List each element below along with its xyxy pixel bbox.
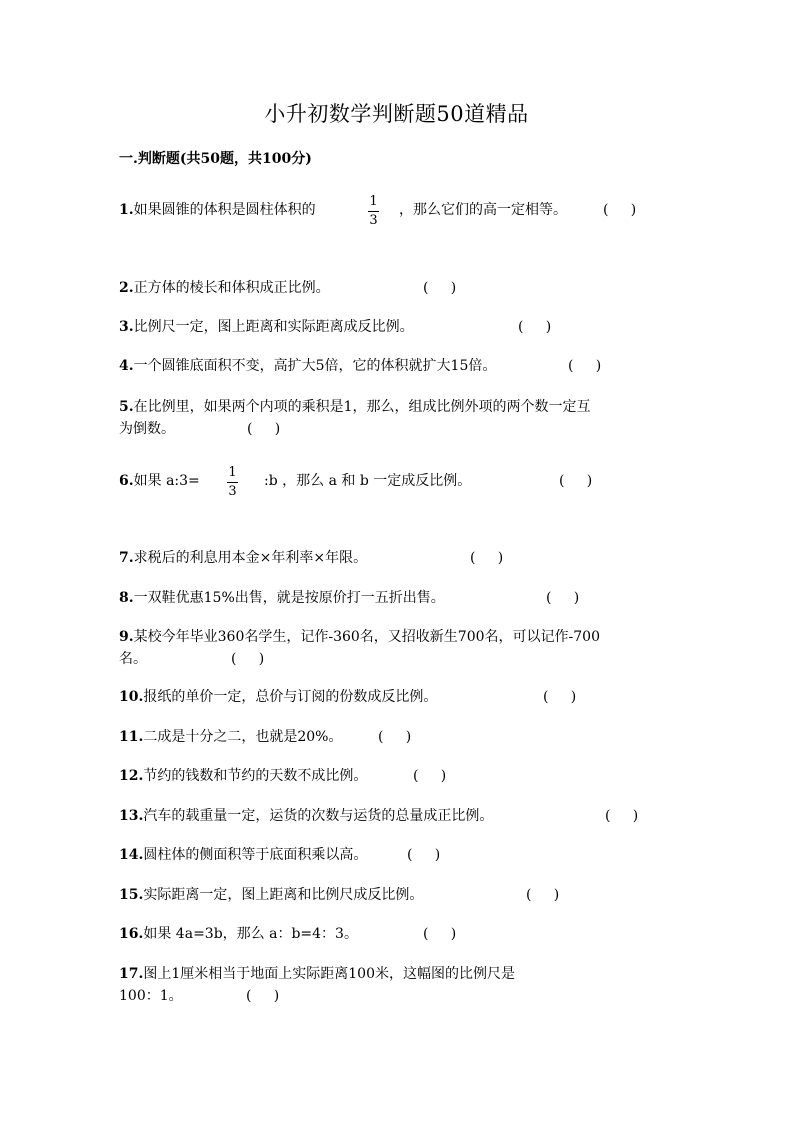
question-text-line2: 名。: [119, 651, 147, 667]
fraction-bar: [368, 211, 379, 212]
answer-blank: ( ): [378, 729, 412, 745]
fraction-numerator: 1: [228, 465, 237, 480]
question-text-continued: :b ，那么 a 和 b 一定成反比例。: [264, 473, 472, 489]
question-number: 13.: [119, 808, 144, 824]
question-text: 如果圆锥的体积是圆柱体积的: [133, 202, 316, 218]
question-number: 17.: [119, 966, 144, 982]
question-text: 圆柱体的侧面积等于底面积乘以高。: [143, 847, 368, 863]
question-4: [119, 355, 496, 377]
question-6: [119, 470, 200, 492]
answer-blank: ( ): [546, 590, 580, 606]
question-number: 10.: [119, 689, 144, 705]
question-number: 2.: [119, 280, 134, 296]
question-11: [119, 726, 342, 748]
question-text: 在比例里，如果两个内项的乘积是1，那么，组成比例外项的两个数一定互: [133, 399, 591, 415]
question-9: [119, 626, 600, 670]
question-number: 3.: [119, 319, 134, 335]
question-7: [119, 547, 367, 569]
fraction-denominator: 3: [369, 213, 378, 228]
question-text: 实际距离一定，图上距离和比例尺成反比例。: [143, 887, 424, 903]
question-17: [119, 963, 515, 1007]
question-10: [119, 686, 437, 708]
question-text: 如果 a:3=: [133, 473, 200, 489]
question-text: 求税后的利息用本金×年利率×年限。: [133, 550, 368, 566]
question-text: 一双鞋优惠15%出售，就是按原价打一五折出售。: [133, 590, 445, 606]
question-2: [119, 277, 330, 299]
question-text: 一个圆锥底面积不变，高扩大5倍，它的体积就扩大15倍。: [133, 358, 497, 374]
answer-blank: ( ): [526, 887, 560, 903]
question-text: 正方体的棱长和体积成正比例。: [133, 280, 330, 296]
answer-blank: ( ): [413, 768, 447, 784]
question-text: 图上1厘米相当于地面上实际距离100米，这幅图的比例尺是: [143, 966, 515, 982]
question-text: 汽车的载重量一定，运货的次数与运货的总量成正比例。: [143, 808, 494, 824]
question-12: [119, 765, 367, 787]
answer-blank: ( ): [407, 847, 441, 863]
question-number: 9.: [119, 629, 134, 645]
question-text: 如果 4a=3b，那么 a：b=4：3。: [143, 926, 358, 942]
question-13: [119, 805, 493, 827]
answer-blank: ( ): [231, 651, 265, 667]
question-3: [119, 316, 414, 338]
question-number: 11.: [119, 729, 144, 745]
question-number: 4.: [119, 358, 134, 374]
question-number: 15.: [119, 887, 144, 903]
answer-blank: ( ): [605, 808, 639, 824]
question-text: 节约的钱数和节约的天数不成比例。: [143, 768, 368, 784]
question-number: 12.: [119, 768, 144, 784]
answer-blank: ( ): [518, 319, 552, 335]
question-number: 1.: [119, 202, 134, 218]
question-14: [119, 844, 367, 866]
question-text-line2: 100：1。: [119, 988, 183, 1004]
answer-blank: ( ): [470, 550, 504, 566]
question-number: 8.: [119, 590, 134, 606]
answer-blank: ( ): [543, 689, 577, 705]
question-8: [119, 587, 445, 609]
fraction-bar: [227, 482, 238, 483]
answer-blank: ( ): [423, 280, 457, 296]
question-text: 二成是十分之二，也就是20%。: [143, 729, 343, 745]
answer-blank: ( ): [603, 202, 637, 218]
question-number: 16.: [119, 926, 144, 942]
answer-blank: ( ): [559, 473, 593, 489]
fraction-one-third: [368, 195, 379, 228]
question-5: [119, 396, 591, 440]
question-number: 14.: [119, 847, 144, 863]
question-1: [119, 199, 316, 221]
question-15: [119, 884, 423, 906]
answer-blank: ( ): [423, 926, 457, 942]
question-text: 比例尺一定，图上距离和实际距离成反比例。: [133, 319, 414, 335]
question-number: 7.: [119, 550, 134, 566]
answer-blank: ( ): [246, 988, 280, 1004]
question-text-continued: ，那么它们的高一定相等。: [399, 202, 567, 218]
answer-blank: ( ): [247, 421, 281, 437]
question-number: 6.: [119, 473, 134, 489]
question-text-line2: 为倒数。: [119, 421, 175, 437]
answer-blank: ( ): [568, 358, 602, 374]
fraction-denominator: 3: [228, 484, 237, 499]
page-title: 小升初数学判断题50道精品: [264, 102, 529, 126]
question-text: 某校今年毕业360名学生，记作-360名，又招收新生700名，可以记作-700: [133, 629, 600, 645]
question-16: [119, 923, 358, 945]
section-heading: 一.判断题(共50题，共100分): [119, 151, 312, 167]
question-number: 5.: [119, 399, 134, 415]
fraction-numerator: 1: [369, 194, 378, 209]
fraction-one-third: [227, 466, 238, 499]
question-text: 报纸的单价一定，总价与订阅的份数成反比例。: [143, 689, 438, 705]
